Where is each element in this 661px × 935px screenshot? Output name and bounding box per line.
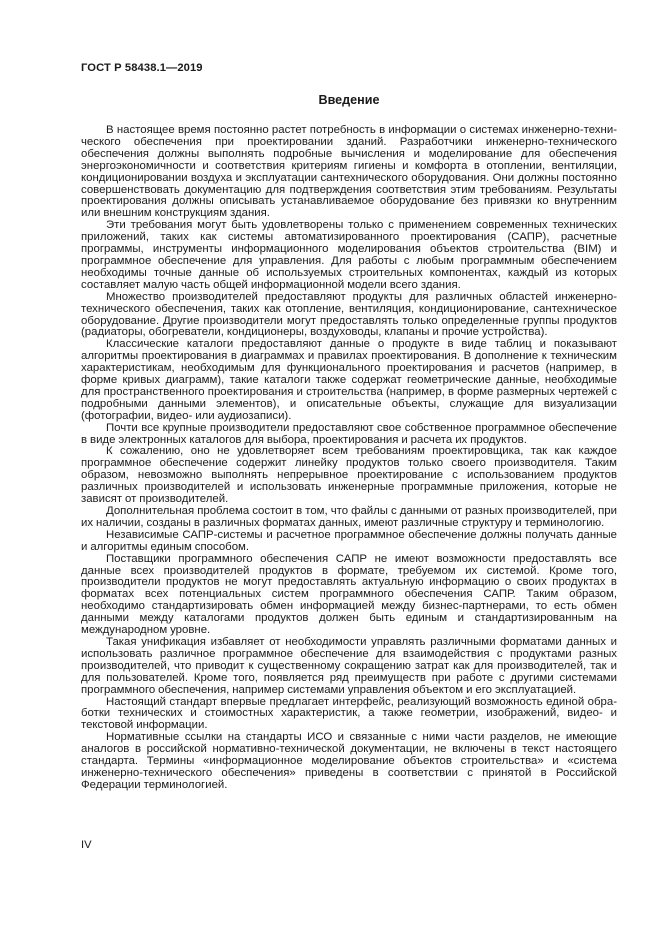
document-header-standard-id: ГОСТ Р 58438.1—2019 bbox=[81, 62, 203, 74]
page-number: IV bbox=[81, 839, 92, 851]
paragraph: Почти все крупные производители предоставляют свое собственное программное обеспечение в виде электронных каталогов для выбора, проектирования и расчета их продуктов. bbox=[81, 421, 617, 446]
section-title: Введение bbox=[318, 93, 380, 107]
paragraph: Эти требования могут быть удовлетворены только с применением современных технических приложений, таких как системы автоматизированного проектирования (САПР), расчетные программы, инструменты информационного моделирования объектов строительства (BIM) и программное обеспечение для управления. Для работы с любым программным обеспечением необходимы точные данные об используемых строительных компонентах, каждый из которых составляет малую часть общей информационной модели всего здания. bbox=[81, 219, 617, 291]
paragraph: К сожалению, оно не удовлетворяет всем требованиям проектировщика, так как каждое программное обеспечение содержит линейку продуктов только своего производителя. Таким образом, невозможно выполнять непрерывное проектирование с использованием продуктов различных производителей и использовать инженерные программные приложения, которые не зависят от производителей. bbox=[81, 445, 617, 506]
paragraph: Классические каталоги предоставляют данные о продукте в виде таблиц и показывают алгоритмы проектирования в диаграммах и правилах проектирования. В дополнение к техническим характеристикам, необходимым для функционального проектирования и расчетов (например, в форме кривых диаграмм), такие каталоги также содержат геометрические данные, необходимые для пространственного проектирования и строительства (например, в форме размерных чертежей с подробными данными элементов), и описательные объекты, служащие для визуализации (фотографии, видео- или аудиозаписи). bbox=[81, 338, 617, 422]
paragraph: Независимые САПР-системы и расчетное программное обеспечение должны получать данные и алгоритмы единым способом. bbox=[81, 528, 617, 553]
paragraph: Дополнительная проблема состоит в том, что файлы с данными от разных производителей, при их наличии, созданы в различных форматах данных, имеют различные структуру и терминологию. bbox=[81, 505, 617, 529]
paragraph: Поставщики программного обеспечения САПР не имеют возможности предоставлять все данные всех производителей продуктов в формате, требуемом их системой. Кроме того, производители продуктов не могут предоставлять актуальную информацию о своих продуктах в форматах всех потенциальных систем программного обеспечения САПР. Таким образом, необходимо стандартизировать обмен информацией между бизнес-партнерами, то есть обмен данными между каталогами продуктов должен быть единым и стандартизированным на международном уровне. bbox=[81, 552, 617, 637]
paragraph: Нормативные ссылки на стандарты ИСО и связанные с ними части разделов, не имеющие аналогов в российской нормативно-технической документации, не включены в текст настоящего стандарта. Термины «информационное моделирование объектов строительства» и «система инженерно-технического обеспечения» приведены в соответствии с принятой в Российской Федерации терминологией. bbox=[81, 731, 617, 791]
paragraph: В настоящее время постоянно растет потребность в информации о системах инженерно-технического обеспечения при проектировании зданий. Разработчики инженерно-технического обеспечения должны выполнять подробные вычисления и моделирование для обеспечения энергоэкономичности и соответствия критериям гигиены и комфорта в отоплении, вентиляции, кондиционировании воздуха и эксплуатации сантехнического оборудования. Они должны постоянно совершенствовать документацию для подтверждения соответствия этим требованиям. Результаты проектирования должны описывать устанавливаемое оборудование без привязки ко внутренним или внешним конструкциям здания. bbox=[81, 124, 617, 220]
body-text bbox=[81, 125, 617, 792]
paragraph: Множество производителей предоставляют продукты для различных областей инженерно-технического обеспечения, таких как отопление, вентиляция, кондиционирование, сантехническое оборудование. Другие производители могут предоставлять только определенные группы продуктов (радиаторы, обогреватели, кондиционеры, воздуховоды, клапаны и прочие устройства). bbox=[81, 290, 617, 339]
paragraph: Настоящий стандарт впервые предлагает интерфейс, реализующий возможность единой обработки технических и стоимостных характеристик, а также геометрии, изображений, видео- и текстовой информации. bbox=[81, 695, 617, 732]
paragraph: Такая унификация избавляет от необходимости управлять различными форматами данных и использовать различное программное обеспечение для взаимодействия с продуктами разных производителей, что приводит к существенному сокращению затрат как для производителей, так и для пользователей. Кроме того, появляется ряд преимуществ при работе с другими системами программного обеспечения, например системами управления объектом и его эксплуатацией. bbox=[81, 635, 617, 696]
